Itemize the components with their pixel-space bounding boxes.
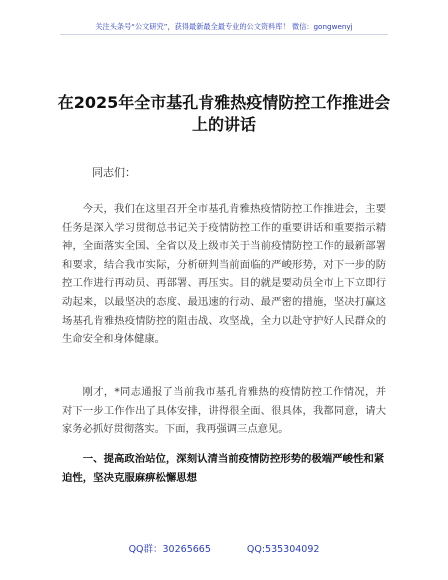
greeting: 同志们： bbox=[92, 166, 136, 179]
paragraph-1: 今天，我们在这里召开全市基孔肯雅热疫情防控工作推进会，主要任务是深入学习贯彻总书记关于疫情防控工作的重要讲话和重要指示精神，全面落实全国、全省以及上级市关于当前疫情防控工作的最新部署和要求，结合我市实际，分析研判当前面临的严峻形势，对下一步的防控工作进行再动员、再部署、再压实。目的就是要动员全市上下立即行动起来，以最坚决的态度、最迅速的行动、最严密的措施，坚决打赢这场基孔肯雅热疫情防控的阻击战、攻坚战，全力以赴守护好人民群众的生命安全和身体健康。 bbox=[62, 203, 386, 346]
footer-contact bbox=[0, 541, 448, 555]
section-heading-1: 一、提高政治站位，深刻认清当前疫情防控形势的极端严峻性和紧迫性，坚决克服麻痹松懈思想 bbox=[62, 453, 385, 484]
footer-qq-group: QQ群：30265665 bbox=[128, 544, 211, 555]
document-title: 在2025年全市基孔肯雅热疫情防控工作推进会上的讲话 bbox=[57, 93, 391, 134]
footer-qq: QQ:535304092 bbox=[246, 544, 320, 555]
paragraph-2: 刚才，*同志通报了当前我市基孔肯雅热的疫情防控工作情况，并对下一步工作作出了具体安排，讲得很全面、很具体，我都同意，请大家务必抓好贯彻落实。下面，我再强调三点意见。 bbox=[62, 386, 386, 436]
header-banner: 关注头条号“公文研究”，获得最新最全最专业的公文资料库！ 微信：gongwenyj bbox=[95, 22, 353, 31]
header-divider bbox=[60, 34, 388, 35]
